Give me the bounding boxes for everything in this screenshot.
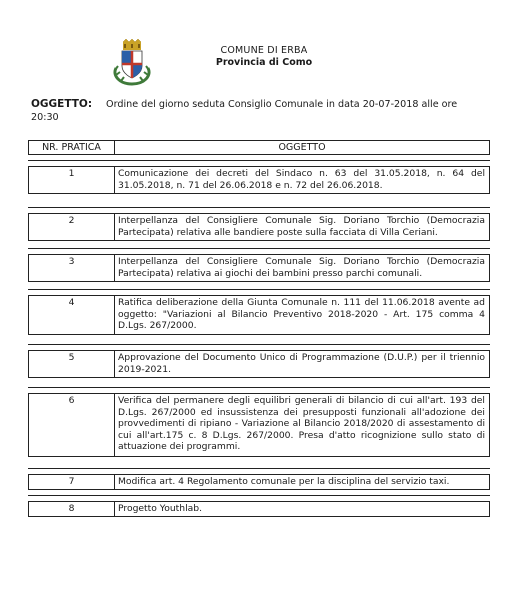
comune-name: COMUNE DI ERBA	[220, 45, 308, 56]
table-row	[28, 474, 490, 490]
document-subject	[31, 98, 486, 124]
provincia-name: Provincia di Como	[215, 57, 313, 68]
row-text: Interpellanza del Consigliere Comunale Sig. Doriano Torchio (Democrazia Partecipata) relativa ai giochi dei bambini presso parchi comunali.	[118, 256, 485, 279]
row-text: Verifica del permanere degli equilibri generali di bilancio di cui all'art. 193 del D.Lgs. 267/2000 ed insussistenza dei presupposti funzionali all'adozione dei provvedimenti di ripiano - Variazione al Bilancio 2018/2020 di assestamento di cui all'art.175 c. 8 D.Lgs. 267/2000. Presa d'atto ricognizione sullo stato di attuazione dei programmi.	[118, 395, 485, 453]
table-row	[28, 166, 490, 194]
row-number: 7	[29, 475, 115, 489]
table-row	[28, 501, 490, 517]
row-number: 8	[29, 502, 115, 516]
row-text: Progetto Youthlab.	[118, 503, 202, 514]
row-number: 4	[29, 296, 115, 334]
column-header-subject: OGGETTO	[278, 142, 326, 153]
row-text: Interpellanza del Consigliere Comunale Sig. Doriano Torchio (Democrazia Partecipata) relativa alle bandiere poste sulla facciata di Villa Ceriani.	[118, 215, 485, 238]
table-row	[28, 213, 490, 241]
row-number: 1	[29, 167, 115, 193]
document-header	[210, 45, 318, 69]
table-header	[28, 140, 490, 155]
table-row	[28, 295, 490, 335]
row-number: 6	[29, 394, 115, 456]
row-number: 5	[29, 351, 115, 377]
table-row	[28, 350, 490, 378]
row-text: Modifica art. 4 Regolamento comunale per la disciplina del servizio taxi.	[118, 476, 450, 487]
row-number: 2	[29, 214, 115, 240]
column-header-number: NR. PRATICA	[29, 141, 115, 154]
subject-text: Ordine del giorno seduta Consiglio Comunale in data 20-07-2018 alle ore 20:30	[31, 99, 458, 123]
row-text: Comunicazione dei decreti del Sindaco n. 63 del 31.05.2018, n. 64 del 31.05.2018, n. 71 del 26.06.2018 e n. 72 del 26.06.2018.	[118, 168, 485, 191]
row-number: 3	[29, 255, 115, 281]
subject-label: OGGETTO:	[31, 98, 93, 110]
table-row	[28, 393, 490, 457]
row-text: Approvazione del Documento Unico di Programmazione (D.U.P.) per il triennio 2019-2021.	[118, 352, 485, 375]
coat-of-arms-icon	[110, 38, 154, 86]
table-row	[28, 254, 490, 282]
row-text: Ratifica deliberazione della Giunta Comunale n. 111 del 11.06.2018 avente ad oggetto: "Variazioni al Bilancio Preventivo 2018-2020 - Art. 175 comma 4 D.Lgs. 267/2000.	[118, 297, 485, 332]
